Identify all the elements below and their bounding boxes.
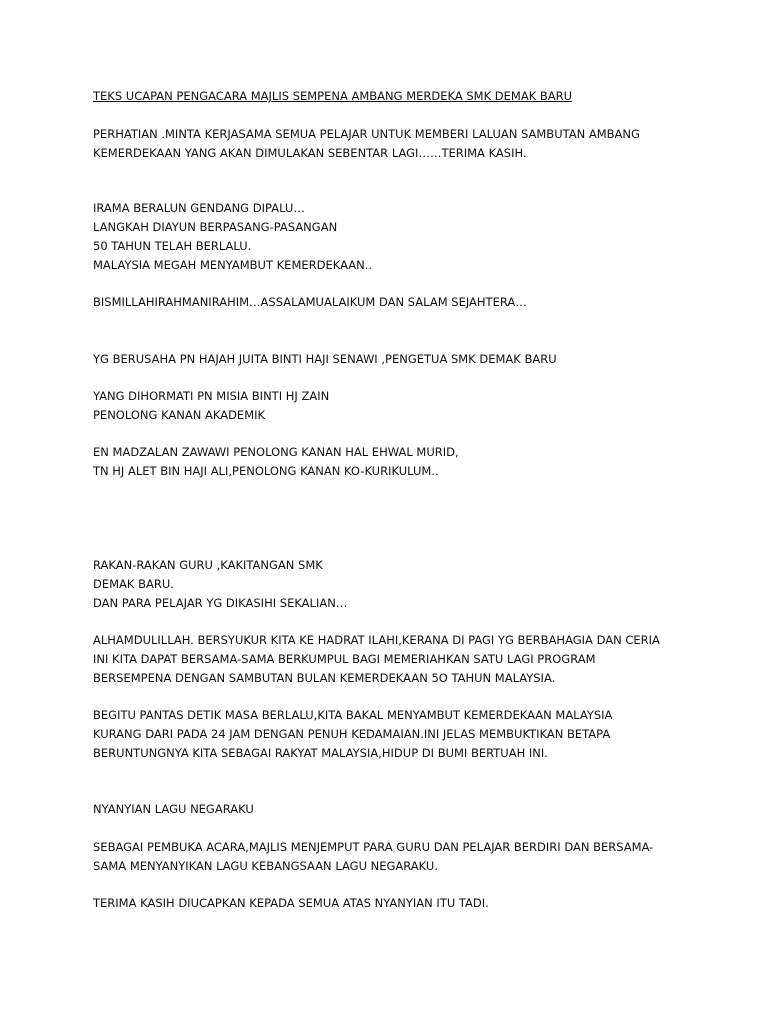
text-line: BERUNTUNGNYA KITA SEBAGAI RAKYAT MALAYSIA,HIDUP DI BUMI BERTUAH INI. [93, 746, 548, 760]
text-line: 50 TAHUN TELAH BERLALU. [93, 239, 252, 253]
text-line: YG BERUSAHA PN HAJAH JUITA BINTI HAJI SENAWI ,PENGETUA SMK DEMAK BARU [93, 352, 557, 366]
text-line: EN MADZALAN ZAWAWI PENOLONG KANAN HAL EHWAL MURID, [93, 445, 459, 459]
text-line: DEMAK BARU. [93, 577, 174, 591]
text-line: ALHAMDULILLAH. BERSYUKUR KITA KE HADRAT ILAHI,KERANA DI PAGI YG BERBAHAGIA DAN CERIA [93, 633, 660, 647]
text-line: IRAMA BERALUN GENDANG DIPALU… [93, 201, 305, 215]
text-line: SAMA MENYANYIKAN LAGU KEBANGSAAN LAGU NEGARAKU. [93, 859, 438, 873]
text-line: PENOLONG KANAN AKADEMIK [93, 408, 266, 422]
text-line: MALAYSIA MEGAH MENYAMBUT KEMERDEKAAN.. [93, 258, 373, 272]
text-line: PERHATIAN .MINTA KERJASAMA SEMUA PELAJAR UNTUK MEMBERI LALUAN SAMBUTAN AMBANG [93, 127, 640, 141]
text-line: KEMERDEKAAN YANG AKAN DIMULAKAN SEBENTAR LAGI……TERIMA KASIH. [93, 146, 527, 160]
text-line: YANG DIHORMATI PN MISIA BINTI HJ ZAIN [93, 389, 330, 403]
text-line: INI KITA DAPAT BERSAMA-SAMA BERKUMPUL BAGI MEMERIAHKAN SATU LAGI PROGRAM [93, 652, 596, 666]
text-line: TN HJ ALET BIN HAJI ALI,PENOLONG KANAN KO-KURIKULUM.. [93, 464, 439, 478]
document-title: TEKS UCAPAN PENGACARA MAJLIS SEMPENA AMBANG MERDEKA SMK DEMAK BARU [93, 89, 573, 103]
text-line: BERSEMPENA DENGAN SAMBUTAN BULAN KEMERDEKAAN 5O TAHUN MALAYSIA. [93, 671, 556, 685]
section-heading: NYANYIAN LAGU NEGARAKU [93, 802, 254, 816]
text-line: TERIMA KASIH DIUCAPKAN KEPADA SEMUA ATAS NYANYIAN ITU TADI. [93, 896, 489, 910]
text-line: SEBAGAI PEMBUKA ACARA,MAJLIS MENJEMPUT PARA GURU DAN PELAJAR BERDIRI DAN BERSAMA- [93, 840, 654, 854]
text-line: RAKAN-RAKAN GURU ,KAKITANGAN SMK [93, 558, 323, 572]
text-line: KURANG DARI PADA 24 JAM DENGAN PENUH KEDAMAIAN.INI JELAS MEMBUKTIKAN BETAPA [93, 727, 611, 741]
text-line: DAN PARA PELAJAR YG DIKASIHI SEKALIAN… [93, 596, 348, 610]
text-line: LANGKAH DIAYUN BERPASANG-PASANGAN [93, 220, 338, 234]
text-line: BEGITU PANTAS DETIK MASA BERLALU,KITA BAKAL MENYAMBUT KEMERDEKAAN MALAYSIA [93, 708, 613, 722]
text-line: BISMILLAHIRAHMANIRAHIM…ASSALAMUALAIKUM DAN SALAM SEJAHTERA… [93, 295, 527, 309]
